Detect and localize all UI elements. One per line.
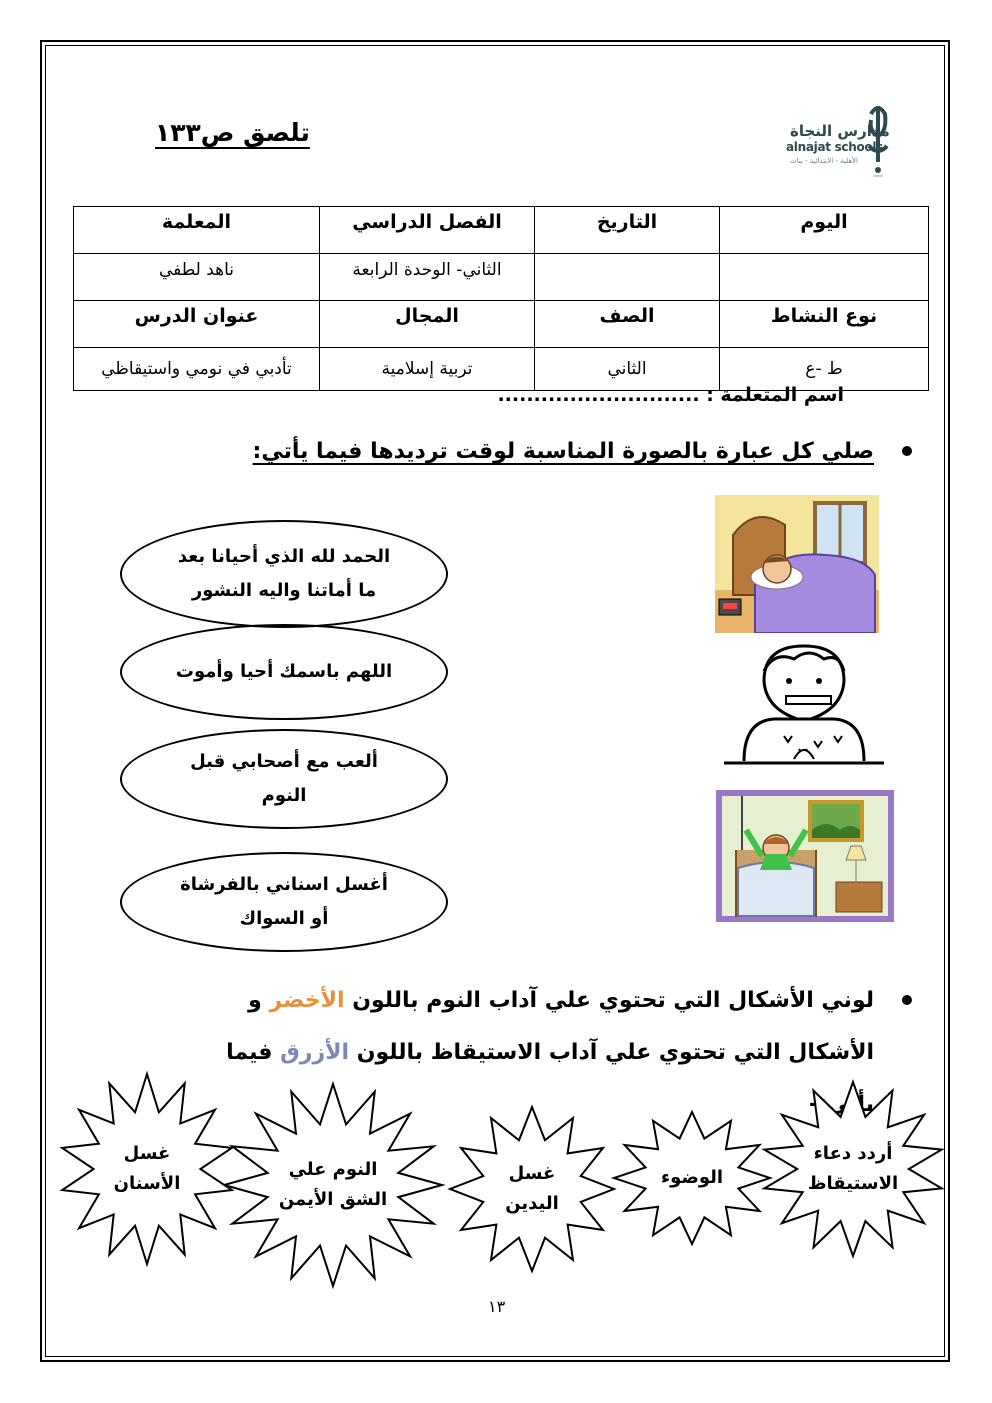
student-name-line[interactable] xyxy=(497,384,844,406)
table-row xyxy=(74,301,929,348)
table-header-cell: التاريخ xyxy=(535,207,720,254)
phrase-line: النوم xyxy=(261,785,307,806)
starburst-label: غسل xyxy=(123,1143,171,1164)
table-header-cell: عنوان الدرس xyxy=(74,301,320,348)
table-header-cell: نوع النشاط xyxy=(720,301,929,348)
starburst-label: غسل xyxy=(508,1163,556,1184)
table-header-cell: الصف xyxy=(535,301,720,348)
starburst-label: النوم علي xyxy=(288,1159,378,1180)
table-cell: تأدبي في نومي واستيقاظي xyxy=(74,348,320,391)
logo-tagline: الأهلية - الابتدائية - بنات xyxy=(790,157,858,165)
logo-name-arabic: مدارس النجاة xyxy=(790,122,890,140)
phrase-line: اللهم باسمك أحيا وأموت xyxy=(175,661,393,682)
table-row xyxy=(74,254,929,301)
phrase-oval[interactable] xyxy=(120,729,448,829)
starburst-label: الوضوء xyxy=(660,1167,724,1188)
question-2-part: فيما يأتي:- xyxy=(226,1040,874,1117)
table-header-cell: المعلمة xyxy=(74,207,320,254)
waking-up-child-image[interactable] xyxy=(716,790,894,922)
page-number: ١٣ xyxy=(488,1297,506,1316)
phrase-line: أغسل اسناني بالفرشاة xyxy=(180,874,388,895)
phrase-line: ألعب مع أصحابي قبل xyxy=(190,751,378,772)
info-table xyxy=(73,206,929,391)
question-1-text: صلي كل عبارة بالصورة المناسبة لوقت ترديدها فيما يأتي: xyxy=(252,439,874,464)
phrase-oval[interactable] xyxy=(120,852,448,952)
phrase-line: الحمد لله الذي أحيانا بعد xyxy=(177,546,391,567)
starburst-label: الأسنان xyxy=(113,1173,181,1194)
starburst-shape[interactable] xyxy=(222,1082,444,1288)
table-header-cell: الفصل الدراسي xyxy=(320,207,535,254)
table-cell: الثاني xyxy=(535,348,720,391)
starburst-label: اليدين xyxy=(505,1193,559,1214)
brushing-teeth-image[interactable] xyxy=(714,641,892,767)
blue-color-word: الأزرق xyxy=(280,1040,350,1065)
phrase-oval[interactable] xyxy=(120,520,448,628)
sleeping-child-image[interactable] xyxy=(715,495,879,633)
table-header-cell: اليوم xyxy=(720,207,929,254)
phrase-oval[interactable] xyxy=(120,624,448,720)
table-cell: ناهد لطفي xyxy=(74,254,320,301)
starburst-label: الشق الأيمن xyxy=(278,1189,388,1210)
bullet-icon xyxy=(902,446,912,456)
starburst-shape[interactable] xyxy=(58,1072,236,1266)
phrase-line: ما أماتنا واليه النشور xyxy=(191,580,377,601)
phrase-line: أو السواك xyxy=(239,908,329,929)
logo-name-english: alnajat schools xyxy=(786,140,884,154)
starburst-label: أردد دعاء xyxy=(813,1143,893,1164)
table-cell: الثاني- الوحدة الرابعة xyxy=(320,254,535,301)
page-heading: تلصق ص١٣٣ xyxy=(155,118,310,147)
table-cell xyxy=(535,254,720,301)
question-2-part: لوني الأشكال التي تحتوي علي آداب النوم باللون xyxy=(344,988,874,1013)
student-name-blank[interactable]: ............................ xyxy=(497,384,700,406)
table-cell: تربية إسلامية xyxy=(320,348,535,391)
table-cell xyxy=(720,254,929,301)
starburst-shape[interactable] xyxy=(448,1105,616,1273)
student-name-label: اسم المتعلمة : xyxy=(706,384,844,406)
question-1 xyxy=(253,426,874,478)
question-2-part: و الأشكال التي تحتوي علي آداب الاستيقاظ باللون xyxy=(248,988,874,1065)
starburst-label: الاستيقاظ xyxy=(807,1173,899,1194)
starburst-shape[interactable] xyxy=(612,1110,772,1246)
school-logo xyxy=(780,102,890,212)
table-cell: ط -ع xyxy=(720,348,929,391)
table-row xyxy=(74,207,929,254)
starburst-shape[interactable] xyxy=(760,1080,946,1258)
green-color-word: الأخضر xyxy=(269,988,345,1013)
table-header-cell: المجال xyxy=(320,301,535,348)
bullet-icon xyxy=(902,995,912,1005)
